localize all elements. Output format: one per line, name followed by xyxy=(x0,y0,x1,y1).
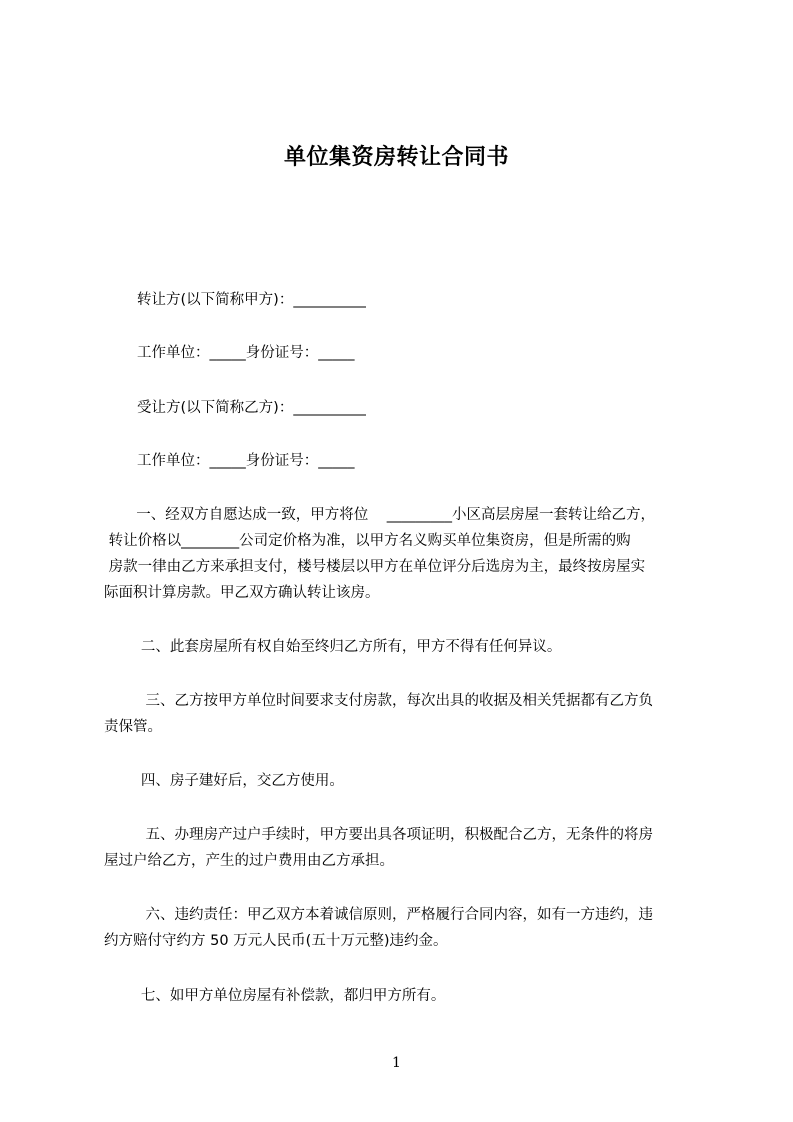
clause-line: 际面积计算房款。甲乙双方确认转让该房。 xyxy=(104,585,380,601)
clause-line: 责保管。 xyxy=(104,719,162,735)
clause-line: 七、如甲方单位房屋有补偿款，都归甲方所有。 xyxy=(104,988,446,1004)
clause-1 xyxy=(104,502,700,606)
clause-line: 房款一律由乙方来承担支付，楼号楼层以甲方在单位评分后选房为主，最终按房屋实 xyxy=(104,559,646,575)
clause-line: 六、违约责任：甲乙双方本着诚信原则，严格履行合同内容，如有一方违约，违 xyxy=(104,907,653,923)
clause-5 xyxy=(104,822,700,874)
clause-line: 五、办理房产过户手续时，甲方要出具各项证明，积极配合乙方，无条件的将房 xyxy=(104,827,653,843)
clause-4 xyxy=(104,768,700,794)
page-number: 1 xyxy=(392,1055,401,1071)
transferee-field: 受让方(以下简称乙方)：__________ xyxy=(137,400,366,416)
clause-line: 转让价格以________公司定价格为准，以甲方名义购买单位集资房，但是所需的购 xyxy=(104,533,631,549)
document-title: 单位集资房转让合同书 xyxy=(283,145,509,170)
transferee-work-field: 工作单位：_____身份证号：_____ xyxy=(137,453,355,469)
clause-line: 三、乙方按甲方单位时间要求支付房款，每次出具的收据及相关凭据都有乙方负 xyxy=(104,693,653,709)
transferor-field: 转让方(以下简称甲方)：__________ xyxy=(137,292,366,308)
clause-7 xyxy=(104,983,700,1009)
clause-line: 一、经双方自愿达成一致，甲方将位 _________小区高层房屋一套转让给乙方， xyxy=(104,507,655,523)
clause-6 xyxy=(104,902,700,954)
clause-2 xyxy=(104,634,700,660)
clause-3 xyxy=(104,688,700,740)
clause-line: 屋过户给乙方，产生的过户费用由乙方承担。 xyxy=(104,853,394,869)
transferor-work-field: 工作单位：_____身份证号：_____ xyxy=(137,345,355,361)
clause-line: 四、房子建好后，交乙方使用。 xyxy=(104,773,344,789)
clause-line: 二、此套房屋所有权自始至终归乙方所有，甲方不得有任何异议。 xyxy=(104,639,562,655)
clause-line: 约方赔付守约方 50 万元人民币(五十万元整)违约金。 xyxy=(104,933,448,949)
